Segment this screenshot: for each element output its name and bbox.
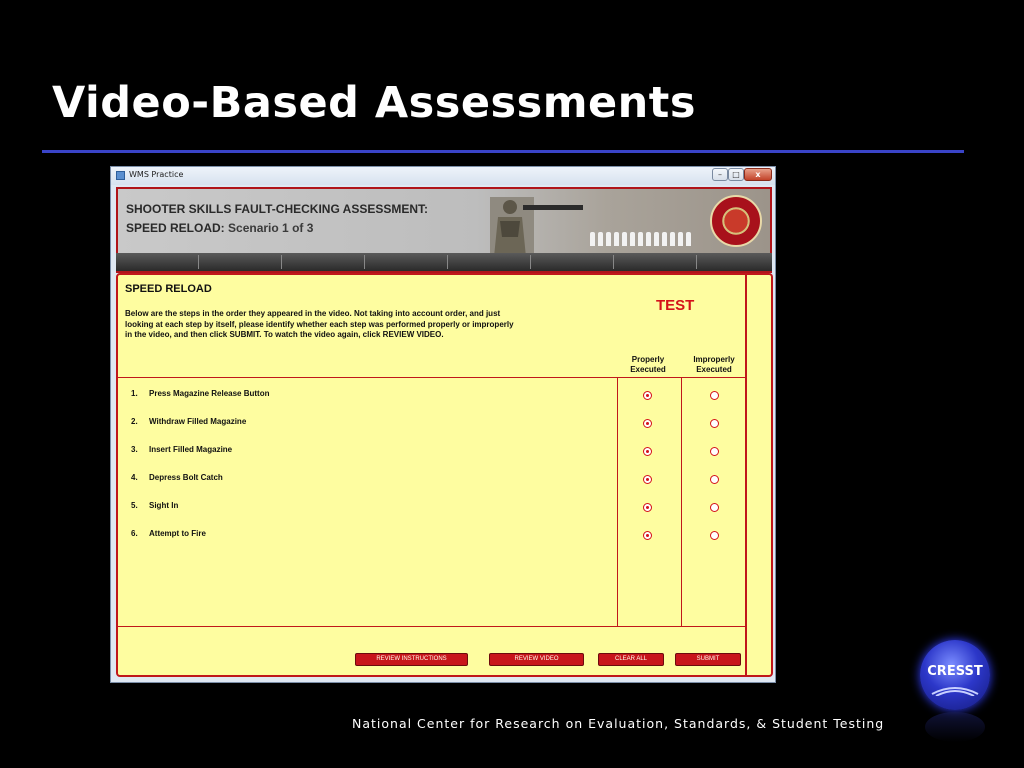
radio-properly[interactable] <box>643 503 652 512</box>
maximize-button[interactable]: □ <box>728 168 744 181</box>
slide-title: Video-Based Assessments <box>52 78 696 128</box>
minimize-button[interactable]: – <box>712 168 728 181</box>
radio-properly[interactable] <box>643 531 652 540</box>
step-label: Press Magazine Release Button <box>149 389 270 398</box>
window-title: WMS Practice <box>129 170 184 179</box>
step-label: Insert Filled Magazine <box>149 445 233 454</box>
column-divider <box>681 377 682 626</box>
range-targets-image <box>590 231 702 249</box>
cresst-logo <box>920 640 990 710</box>
app-window <box>110 166 776 683</box>
column-header-improperly: Improperly Executed <box>693 355 735 374</box>
section-title: SPEED RELOAD <box>125 283 212 295</box>
radio-properly[interactable] <box>643 475 652 484</box>
footer-organization: National Center for Research on Evaluation, Standards, & Student Testing <box>352 716 885 731</box>
radio-improperly[interactable] <box>710 419 719 428</box>
scroll-pane[interactable] <box>747 273 773 677</box>
step-number: 6. <box>131 529 138 538</box>
submit-button[interactable]: SUBMIT <box>675 653 741 666</box>
step-number: 5. <box>131 501 138 510</box>
banner-title: SHOOTER SKILLS FAULT-CHECKING ASSESSMENT: <box>126 202 429 216</box>
step-label: Sight In <box>149 501 179 510</box>
radio-improperly[interactable] <box>710 391 719 400</box>
instructions-text: Below are the steps in the order they appeared in the video. Not taking into account order, and just looking at each step by itself, please identify whether each step was performed properly or improperly in the video, and then click SUBMIT. To watch the video again, click REVIEW VIDEO. <box>125 309 514 339</box>
cresst-logo-text: CRESST <box>927 664 983 679</box>
radio-properly[interactable] <box>643 419 652 428</box>
column-divider <box>617 377 618 626</box>
column-header-properly: Properly Executed <box>630 355 666 374</box>
title-divider <box>42 150 964 153</box>
app-icon <box>116 171 125 180</box>
step-number: 2. <box>131 417 138 426</box>
close-button[interactable]: x <box>744 168 772 181</box>
step-number: 3. <box>131 445 138 454</box>
step-label: Withdraw Filled Magazine <box>149 417 247 426</box>
review-instructions-button[interactable]: REVIEW INSTRUCTIONS <box>355 653 468 666</box>
radio-improperly[interactable] <box>710 531 719 540</box>
cresst-logo-reflection <box>925 712 985 742</box>
step-number: 4. <box>131 473 138 482</box>
radio-improperly[interactable] <box>710 475 719 484</box>
rifle-image <box>523 205 583 210</box>
table-bottom-border <box>118 626 745 627</box>
banner-scenario: Scenario 1 of 3 <box>228 221 314 235</box>
radio-properly[interactable] <box>643 447 652 456</box>
review-video-button[interactable]: REVIEW VIDEO <box>489 653 584 666</box>
table-top-border <box>118 377 745 378</box>
window-titlebar[interactable] <box>111 167 775 185</box>
marine-corps-seal <box>710 195 762 247</box>
step-label: Depress Bolt Catch <box>149 473 223 482</box>
banner-subtitle <box>126 221 313 235</box>
assessment-panel <box>116 273 747 677</box>
step-number: 1. <box>131 389 138 398</box>
nav-strip <box>116 253 772 271</box>
radio-improperly[interactable] <box>710 503 719 512</box>
radio-properly[interactable] <box>643 391 652 400</box>
cresst-wave-icon <box>930 684 980 696</box>
radio-improperly[interactable] <box>710 447 719 456</box>
banner-task: SPEED RELOAD: <box>126 221 225 235</box>
mode-label: TEST <box>656 297 695 314</box>
column-divider <box>745 377 746 626</box>
clear-all-button[interactable]: CLEAR ALL <box>598 653 664 666</box>
step-label: Attempt to Fire <box>149 529 206 538</box>
